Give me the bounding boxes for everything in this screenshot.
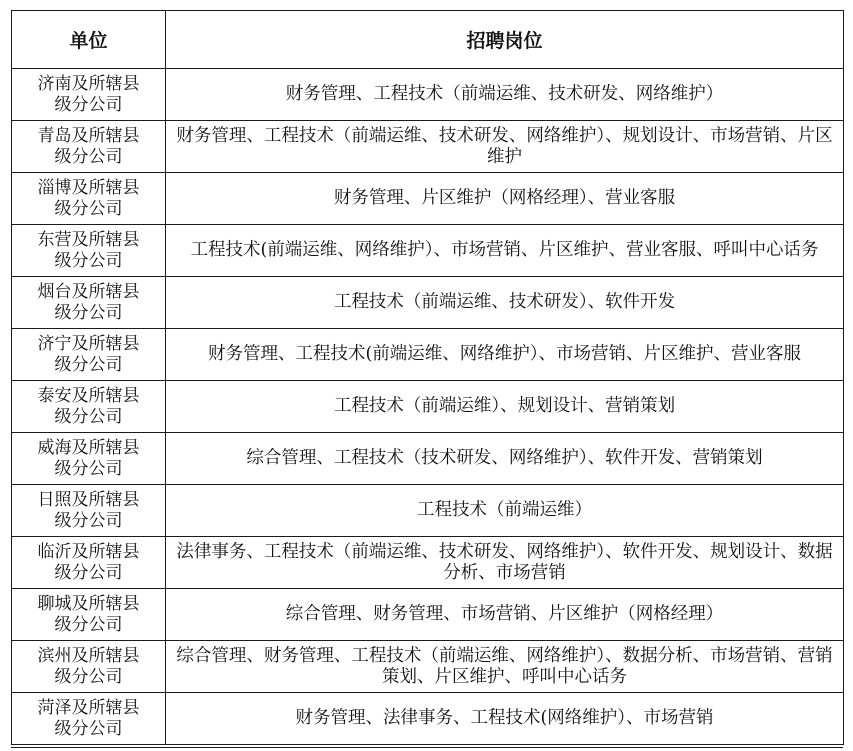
unit-cell [12, 329, 166, 381]
unit-line: 青岛及所辖县 [37, 125, 140, 146]
unit-line: 级分公司 [54, 510, 123, 531]
unit-line: 级分公司 [54, 250, 123, 271]
table-row [12, 537, 844, 589]
positions-cell: 综合管理、财务管理、工程技术（前端运维、网络维护）、数据分析、市场营销、营销策划、片区维护、呼叫中心话务 [166, 641, 844, 693]
unit-line: 级分公司 [54, 614, 123, 635]
table-row [12, 641, 844, 693]
unit-cell [12, 277, 166, 329]
positions-cell: 综合管理、财务管理、市场营销、片区维护（网格经理） [166, 589, 844, 641]
header-row [12, 11, 844, 69]
unit-line: 济宁及所辖县 [37, 333, 140, 354]
unit-cell [12, 433, 166, 485]
unit-line: 烟台及所辖县 [37, 281, 140, 302]
unit-line: 济南及所辖县 [37, 73, 140, 94]
unit-line: 级分公司 [54, 406, 123, 427]
unit-cell [12, 173, 166, 225]
unit-line: 级分公司 [54, 666, 123, 687]
positions-cell: 财务管理、工程技术(前端运维、网络维护）、市场营销、片区维护、营业客服 [166, 329, 844, 381]
positions-cell: 工程技术（前端运维） [166, 485, 844, 537]
unit-cell [12, 69, 166, 121]
unit-cell [12, 121, 166, 173]
unit-cell [12, 641, 166, 693]
unit-line: 威海及所辖县 [37, 437, 140, 458]
positions-cell: 工程技术(前端运维、网络维护）、市场营销、片区维护、营业客服、呼叫中心话务 [166, 225, 844, 277]
positions-cell: 财务管理、法律事务、工程技术(网络维护）、市场营销 [166, 693, 844, 745]
positions-cell: 财务管理、片区维护（网格经理）、营业客服 [166, 173, 844, 225]
unit-line: 菏泽及所辖县 [37, 697, 140, 718]
bottom-rule [11, 747, 843, 748]
unit-cell [12, 693, 166, 745]
unit-line: 聊城及所辖县 [37, 593, 140, 614]
header-positions: 招聘岗位 [166, 11, 844, 69]
unit-line: 日照及所辖县 [37, 489, 140, 510]
positions-cell: 工程技术（前端运维）、规划设计、营销策划 [166, 381, 844, 433]
recruitment-table [11, 10, 844, 745]
positions-cell: 财务管理、工程技术（前端运维、技术研发、网络维护） [166, 69, 844, 121]
unit-cell [12, 589, 166, 641]
table-row [12, 381, 844, 433]
unit-line: 级分公司 [54, 302, 123, 323]
table-row [12, 329, 844, 381]
unit-line: 级分公司 [54, 718, 123, 739]
unit-line: 东营及所辖县 [37, 229, 140, 250]
unit-line: 级分公司 [54, 354, 123, 375]
positions-cell: 财务管理、工程技术（前端运维、技术研发、网络维护）、规划设计、市场营销、片区维护 [166, 121, 844, 173]
positions-cell: 法律事务、工程技术（前端运维、技术研发、网络维护）、软件开发、规划设计、数据分析、市场营销 [166, 537, 844, 589]
table-row [12, 433, 844, 485]
unit-line: 淄博及所辖县 [37, 177, 140, 198]
table-row [12, 277, 844, 329]
header-unit: 单位 [12, 11, 166, 69]
unit-cell [12, 537, 166, 589]
unit-line: 临沂及所辖县 [37, 541, 140, 562]
unit-line: 级分公司 [54, 458, 123, 479]
unit-line: 级分公司 [54, 562, 123, 583]
unit-line: 滨州及所辖县 [37, 645, 140, 666]
unit-cell [12, 225, 166, 277]
positions-cell: 综合管理、工程技术（技术研发、网络维护）、软件开发、营销策划 [166, 433, 844, 485]
table-row [12, 485, 844, 537]
table-row [12, 173, 844, 225]
table-row [12, 121, 844, 173]
unit-line: 级分公司 [54, 146, 123, 167]
unit-line: 泰安及所辖县 [37, 385, 140, 406]
table-row [12, 225, 844, 277]
unit-line: 级分公司 [54, 198, 123, 219]
table-row [12, 693, 844, 745]
table-row [12, 69, 844, 121]
table-row [12, 589, 844, 641]
positions-cell: 工程技术（前端运维、技术研发）、软件开发 [166, 277, 844, 329]
unit-cell [12, 381, 166, 433]
unit-line: 级分公司 [54, 94, 123, 115]
unit-cell [12, 485, 166, 537]
